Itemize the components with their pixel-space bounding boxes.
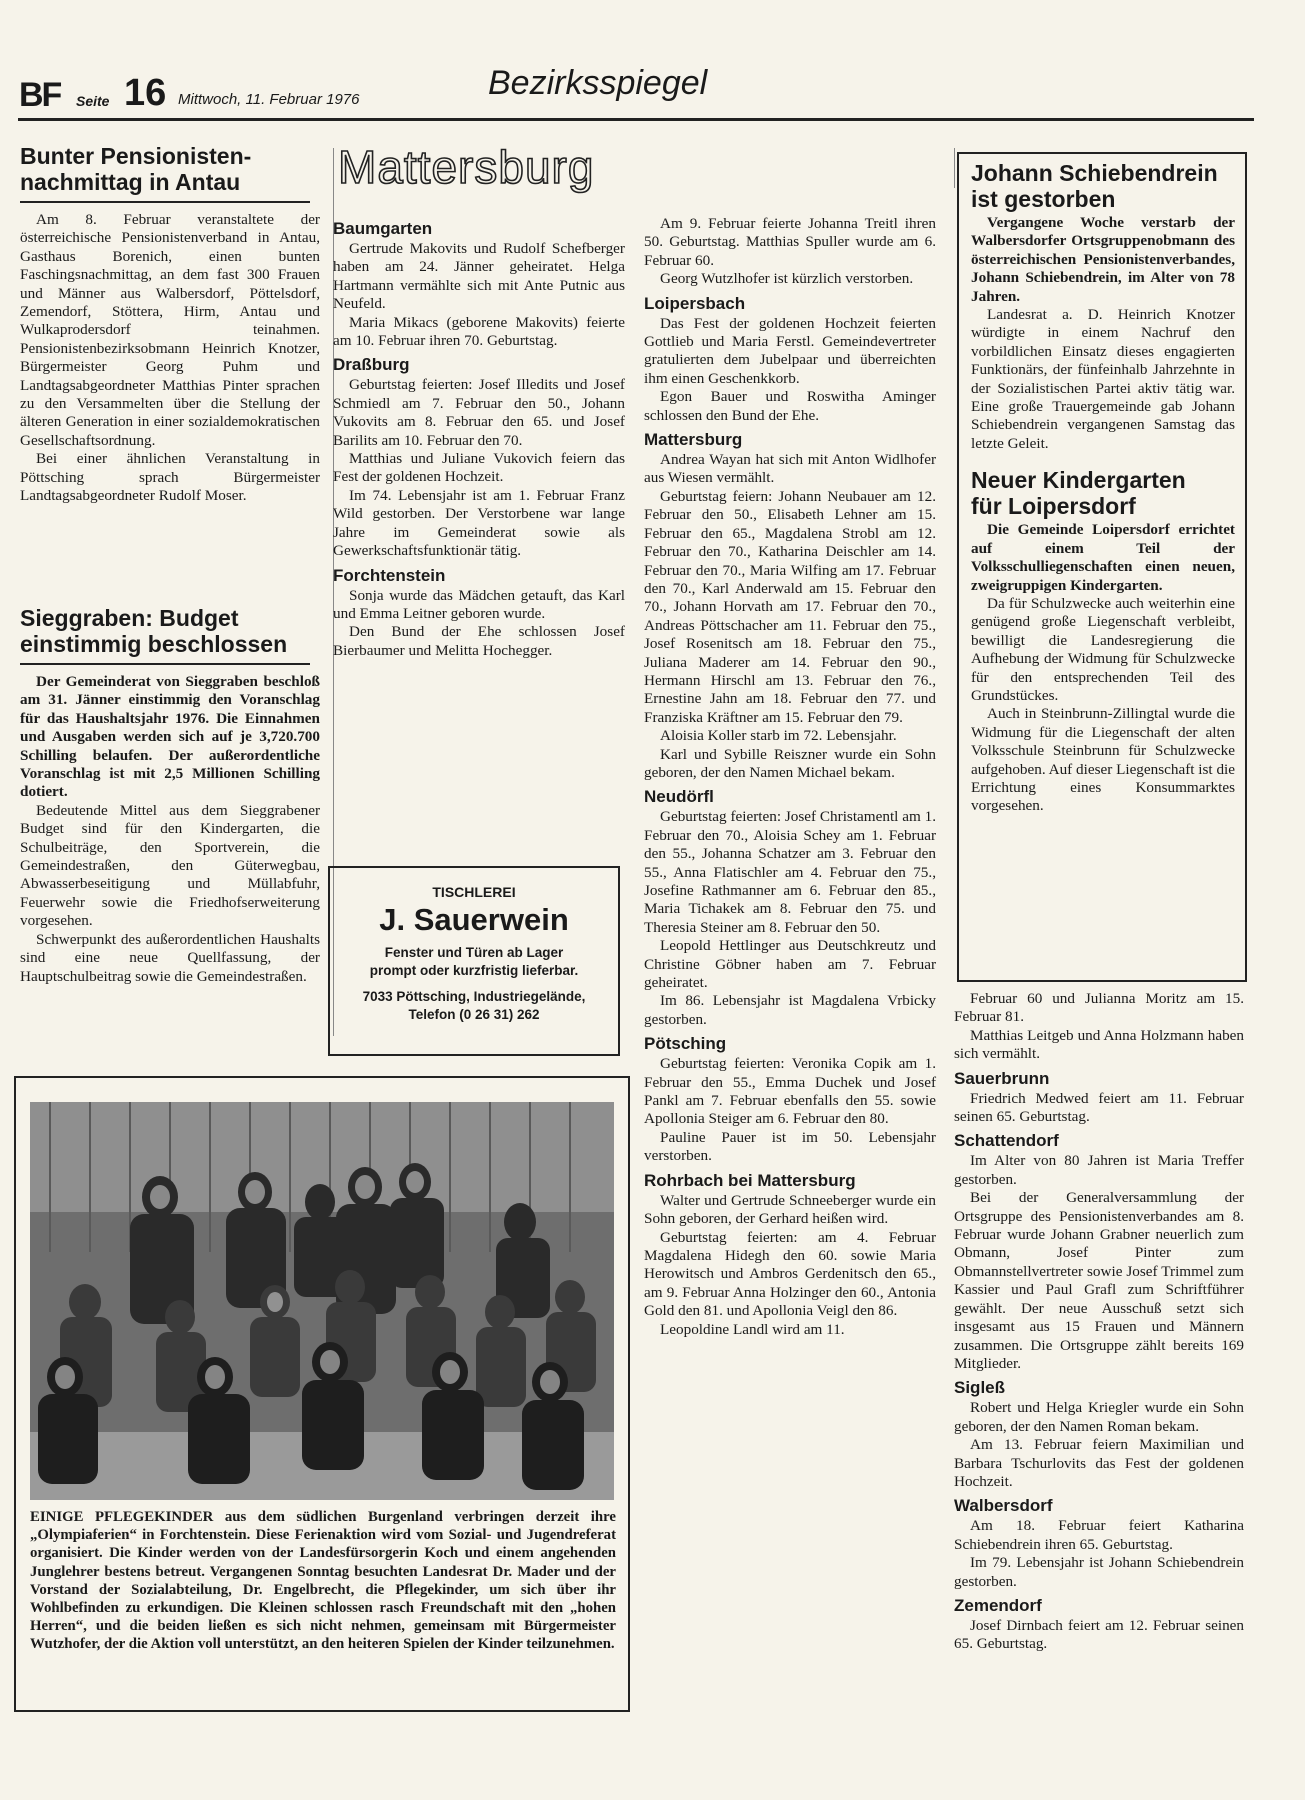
village-paragraph: Pauline Pauer ist im 50. Lebensjahr verstorben. bbox=[644, 1128, 936, 1165]
village-paragraph: Am 18. Februar feiert Katharina Schiebendrein ihren 65. Geburtstag. bbox=[954, 1517, 1244, 1553]
obituary-lead bbox=[971, 214, 1235, 306]
village-paragraph: Robert und Helga Kriegler wurde ein Sohn geboren, der den Namen Roman bekam. bbox=[954, 1399, 1244, 1435]
village-paragraph: Februar 60 und Julianna Moritz am 15. Februar 81. bbox=[954, 990, 1244, 1026]
sieggraben-paragraph: Bedeutende Mittel aus dem Sieggrabener Budget sind für den Kindergarten, die Schulbeiträge, den Sportverein, die Gemeindestraßen, den Güterwegbau, Abwasserbeseitigung und Müllabfuhr, Feuerwehr sowie die Friedhofserweiterung vorgesehen. bbox=[20, 801, 320, 930]
village-paragraph: Georg Wutzlhofer ist kürzlich verstorben. bbox=[660, 270, 914, 288]
village-heading: Sigleß bbox=[954, 1378, 1006, 1398]
kindergarten-lead bbox=[971, 521, 1235, 595]
obituary-headline-1: Johann Schiebendrein bbox=[971, 160, 1218, 186]
village-paragraph: Egon Bauer und Roswitha Aminger schlossen den Bund der Ehe. bbox=[644, 388, 936, 424]
mattersburg-column-2 bbox=[644, 215, 936, 1339]
ad-company-name: J. Sauerwein bbox=[379, 902, 569, 937]
village-paragraph: Im 86. Lebensjahr ist Magdalena Vrbicky gestorben. bbox=[644, 992, 936, 1028]
antau-headline-2: nachmittag in Antau bbox=[20, 169, 241, 195]
village-paragraph: Den Bund der Ehe schlossen Josef Bierbaumer und Melitta Hochegger. bbox=[333, 623, 625, 659]
obituary-headline-2: ist gestorben bbox=[971, 186, 1116, 212]
kindergarten-paragraph: Auch in Steinbrunn-Zillingtal wurde die Widmung für die Liegenschaft der alten Volksschule Steinbrunn für Schulzwecke aufgehoben. Auf dieser Liegenschaft ist die Errichtung eines Konsummarktes vorgesehen. bbox=[971, 705, 1236, 815]
village-paragraph: Josef Dirnbach feiert am 12. Februar seinen 65. Geburtstag. bbox=[954, 1616, 1244, 1653]
village-heading: Forchtenstein bbox=[333, 565, 446, 585]
village-paragraph: Maria Mikacs (geborene Makovits) feierte am 10. Februar ihren 70. Geburtstag. bbox=[333, 313, 625, 350]
obituary-paragraph: Landesrat a. D. Heinrich Knotzer würdigte in einem Nachruf den vorbildlichen Einsatz dieses engagierten Funktionärs, der fünfeinhalb Jahrzehnte in der Sozialistischen Partei aktiv tätig war. Eine große Trauergemeinde gab Johann Schiebendrein vergangenen Samstag das letzte Geleit. bbox=[971, 306, 1235, 452]
village-paragraph: Aloisia Koller starb im 72. Lebensjahr. bbox=[660, 727, 897, 745]
village-paragraph: Karl und Sybille Reiszner wurde ein Sohn geboren, der den Namen Michael bekam. bbox=[644, 745, 936, 781]
village-heading: Draßburg bbox=[333, 355, 410, 375]
newspaper-logo: BF bbox=[19, 76, 61, 114]
village-paragraph: Leopoldine Landl wird am 11. bbox=[660, 1320, 845, 1338]
sieggraben-headline-1: Sieggraben: Budget bbox=[20, 605, 239, 631]
antau-rule bbox=[20, 201, 310, 203]
village-paragraph: Matthias und Juliane Vukovich feiern das Fest der goldenen Hochzeit. bbox=[333, 450, 625, 486]
village-heading: Mattersburg bbox=[644, 430, 743, 450]
sieggraben-article bbox=[20, 605, 320, 986]
village-paragraph: Geburtstag feierten: Josef Christamentl am 1. Februar den 70., Aloisia Schey am 1. Februar den 55., Johanna Schatzer am 3. Februar den 55., Anna Flatischler am 4. Februar den 75., Josefine Rathmanner am 6. Februar den 85., Maria Tichakek am 8. Februar den 75. und Theresia Steiner am 8. Februar den 50. bbox=[644, 808, 936, 936]
photo-caption: EINIGE PFLEGEKINDER aus dem südlichen Burgenland verbringen derzeit ihre „Olympiaferien“ in Forchtenstein. Diese Ferienaktion wird vom Sozial- und Jugendreferat organisiert. Die Kinder werden von der Landesfürsorgerin Koch und einem angehenden Junglehrer bestens betreut. Vergangenen Sonntag besuchten Landesrat Dr. Mader und der Vorstand der Sozialabteilung, Dr. Engelbrecht, die Pflegekinder, um sich über ihr Wohlbefinden zu erkundigen. Die Kleinen schlossen rasch Freundschaft mit den „hohen Herren“, und die beiden ließen es sich nicht nehmen, gemeinsam mit Bürgermeister Wutzhofer, der die Aktion voll unterstützt, an den heiteren Spielen der Kinder teilzunehmen. bbox=[30, 1509, 616, 1653]
masthead-rule bbox=[18, 118, 1254, 121]
village-paragraph: Gertrude Makovits und Rudolf Schefberger haben am 24. Jänner geheiratet. Helga Hartmann vermählte sich mit Ante Putnic aus Neufeld. bbox=[333, 240, 625, 313]
page-number: 16 bbox=[124, 72, 167, 114]
page-label: Seite bbox=[76, 93, 110, 109]
antau-headline-1: Bunter Pensionisten- bbox=[20, 143, 252, 169]
village-paragraph: Am 9. Februar feierte Johanna Treitl ihren 50. Geburtstag. Matthias Spuller wurde am 6. Februar 60. bbox=[644, 215, 936, 269]
village-paragraph: Im 79. Lebensjahr ist Johann Schiebendrein gestorben. bbox=[954, 1554, 1244, 1590]
village-paragraph: Geburtstag feierten: am 4. Februar Magdalena Hidegh den 60. sowie Maria Herowitsch und Ambros Gerdenitsch den 65., am 9. Februar Anna Holzinger den 60., Antonia Gold den 81. und Apollonia Veigl den 86. bbox=[644, 1228, 936, 1320]
column-divider bbox=[954, 148, 955, 188]
sieggraben-rule bbox=[20, 663, 310, 665]
village-paragraph: Im Alter von 80 Jahren ist Maria Treffer gestorben. bbox=[954, 1152, 1244, 1188]
obituary-body bbox=[971, 306, 1235, 453]
village-paragraph: Andrea Wayan hat sich mit Anton Widlhofer aus Wiesen vermählt. bbox=[644, 451, 936, 487]
issue-date: Mittwoch, 11. Februar 1976 bbox=[178, 91, 360, 108]
sieggraben-lead bbox=[20, 673, 320, 802]
photo-box bbox=[14, 1076, 630, 1712]
village-paragraph: Im 74. Lebensjahr ist am 1. Februar Franz Wild gestorben. Der Verstorbene war lange Jahre im Gemeinderat sowie als Gewerkschaftsfunktionär tätig. bbox=[333, 486, 625, 560]
obituary-lead-text: Vergangene Woche verstarb der Walbersdorfer Ortsgruppenobmann des österreichischen Pensionistenverbandes, Johann Schiebendrein, im Alter von 78 Jahren. bbox=[971, 214, 1235, 305]
village-paragraph: Sonja wurde das Mädchen getauft, das Karl und Emma Leitner geboren wurde. bbox=[333, 586, 625, 622]
antau-paragraph: Am 8. Februar veranstaltete der österreichische Pensionistenverband in Antau, Gasthaus Borenich, einen bunten Faschingsnachmittag, an dem fast 300 Frauen und Männer aus Walbersdorf, Pöttelsdorf, Zemendorf, Stöttera, Hirm, Antau und Wulkaprodersdorf teinahmen. Pensionistenbezirksobmann Heinrich Knotzer, Bürgermeister Georg Puhm und Landtagsabgeordneter Matthias Pinter sprachen zu den Versammelten über die Stellung der älteren Generation in einer sozialdemokratischen Gesellschaftsordnung. bbox=[20, 211, 320, 449]
kindergarten-body bbox=[971, 595, 1235, 816]
village-heading: Pötsching bbox=[644, 1034, 727, 1054]
village-paragraph: Friedrich Medwed feiert am 11. Februar seinen 65. Geburtstag. bbox=[954, 1089, 1244, 1126]
ad-category: TISCHLEREI bbox=[432, 884, 516, 900]
village-heading: Loipersbach bbox=[644, 293, 746, 313]
village-heading: Walbersdorf bbox=[954, 1496, 1053, 1516]
sieggraben-body bbox=[20, 802, 320, 986]
village-paragraph: Geburtstag feierten: Veronika Copik am 1. Februar den 55., Emma Duchek und Josef Pankl am 7. Februar ebenfalls den 55. sowie Apollonia Steiger am 6. Februar den 80. bbox=[644, 1055, 936, 1128]
kindergarten-paragraph: Da für Schulzwecke auch weiterhin eine genügend große Liegenschaft verbleibt, bewilligt die Landesregierung die Aufhebung der Widmung für Schulzwecke für den entsprechenden Teil des Grundstückes. bbox=[971, 594, 1235, 704]
kindergarten-headline-2: für Loipersdorf bbox=[971, 493, 1136, 520]
sauerwein-advertisement bbox=[328, 866, 620, 1056]
antau-article bbox=[20, 143, 320, 506]
children-photo-image bbox=[30, 1102, 614, 1500]
village-paragraph: Geburtstag feiern: Johann Neubauer am 12. Februar den 50., Elisabeth Lehner am 15. Februar den 65., Magdalena Strobl am 12. Februar den 70., Katharina Deischler am 14. Februar den 70., Maria Wilfing am 17. Februar den 70., Karl Anderwald am 15. Februar den 70., Johann Horvath am 17. Februar den 70., Andreas Pöttschacher am 11. Februar den 75., Josef Rosenitsch am 18. Februar den 75., Juliana Maderer am 14. Februar den 90., Hermann Hirschl am 13. Februar den 76., Ernestine Jahn am 18. Februar den 77. und Franziska Kräftner am 15. Februar den 79. bbox=[644, 487, 936, 726]
village-paragraph: Matthias Leitgeb und Anna Holzmann haben sich vermählt. bbox=[954, 1026, 1244, 1063]
village-paragraph: Am 13. Februar feiern Maximilian und Barbara Tschurlovits das Fest der goldenen Hochzeit. bbox=[954, 1436, 1244, 1490]
village-heading: Zemendorf bbox=[954, 1595, 1042, 1615]
children-photo bbox=[30, 1102, 614, 1500]
ad-address: 7033 Pöttsching, Industriegelände, bbox=[362, 989, 586, 1004]
antau-paragraph: Bei einer ähnlichen Veranstaltung in Pöttsching sprach Bürgermeister Landtagsabgeordneter Rudolf Moser. bbox=[20, 450, 320, 505]
kindergarten-lead-text: Die Gemeinde Loipersdorf errichtet auf einem Teil der Volksschulliegenschaften einen neuen, zweigruppigen Kindergarten. bbox=[971, 521, 1235, 594]
village-paragraph: Geburtstag feierten: Josef Illedits und Josef Schmiedl am 7. Februar den 50., Johann Vukovits am 8. Februar den 65. und Josef Barilits am 10. Februar den 70. bbox=[333, 376, 625, 449]
antau-body bbox=[20, 211, 320, 506]
news-box bbox=[957, 152, 1247, 982]
mattersburg-banner: Mattersburg bbox=[338, 141, 595, 193]
village-paragraph: Bei der Generalversammlung der Ortsgruppe des Pensionistenverbandes am 8. Februar wurde Johann Grabner neuerlich zum Obmann, Josef Pinter zum Obmannstellvertreter sowie Josef Trimmel zum Kassier und Paul Grafl zum Schriftführer gewählt. Der neue Ausschuß setzt sich insgesamt aus 15 Frauen und Männern zusammen. Die Ortsgruppe zählt bereits 169 Mitglieder. bbox=[954, 1189, 1244, 1372]
sieggraben-paragraph: Schwerpunkt des außerordentlichen Haushalts sind eine neue Quellfassung, der Hauptschulbeitrag sowie die Gemeindestraßen. bbox=[20, 930, 320, 985]
sieggraben-headline-2: einstimmig beschlossen bbox=[20, 631, 288, 657]
village-paragraph: Walter und Gertrude Schneeberger wurde ein Sohn geboren, der Gerhard heißen wird. bbox=[644, 1191, 936, 1228]
ad-line: prompt oder kurzfristig lieferbar. bbox=[369, 963, 579, 978]
village-paragraph: Leopold Hettlinger aus Deutschkreutz und Christine Göbner haben am 7. Februar geheiratet. bbox=[644, 937, 936, 992]
ad-line: Fenster und Türen ab Lager bbox=[384, 945, 564, 960]
village-heading: Schattendorf bbox=[954, 1131, 1059, 1151]
section-title: Bezirksspiegel bbox=[488, 64, 708, 102]
village-heading: Rohrbach bei Mattersburg bbox=[644, 1170, 856, 1190]
sieggraben-lead-text: Der Gemeinderat von Sieggraben beschloß am 31. Jänner einstimmig den Voranschlag für das Haushaltsjahr 1976. Die Einnahmen und Ausgaben werden sich auf je 3,720.700 Schilling belaufen. Der außerordentliche Voranschlag ist mit 2,5 Millionen Schilling dotiert. bbox=[20, 673, 320, 801]
mattersburg-column-3 bbox=[954, 990, 1244, 1654]
village-heading: Neudörfl bbox=[644, 787, 714, 807]
mattersburg-column-1 bbox=[333, 214, 625, 660]
ad-phone: Telefon (0 26 31) 262 bbox=[408, 1007, 540, 1022]
village-paragraph: Das Fest der goldenen Hochzeit feierten Gottlieb und Maria Ferstl. Gemeindevertreter gratulierten dem Jubelpaar und überreichten ihm einen Geschenkkorb. bbox=[644, 314, 936, 387]
village-heading: Sauerbrunn bbox=[954, 1068, 1050, 1088]
village-heading: Baumgarten bbox=[333, 219, 433, 238]
kindergarten-headline-1: Neuer Kindergarten bbox=[971, 467, 1186, 494]
